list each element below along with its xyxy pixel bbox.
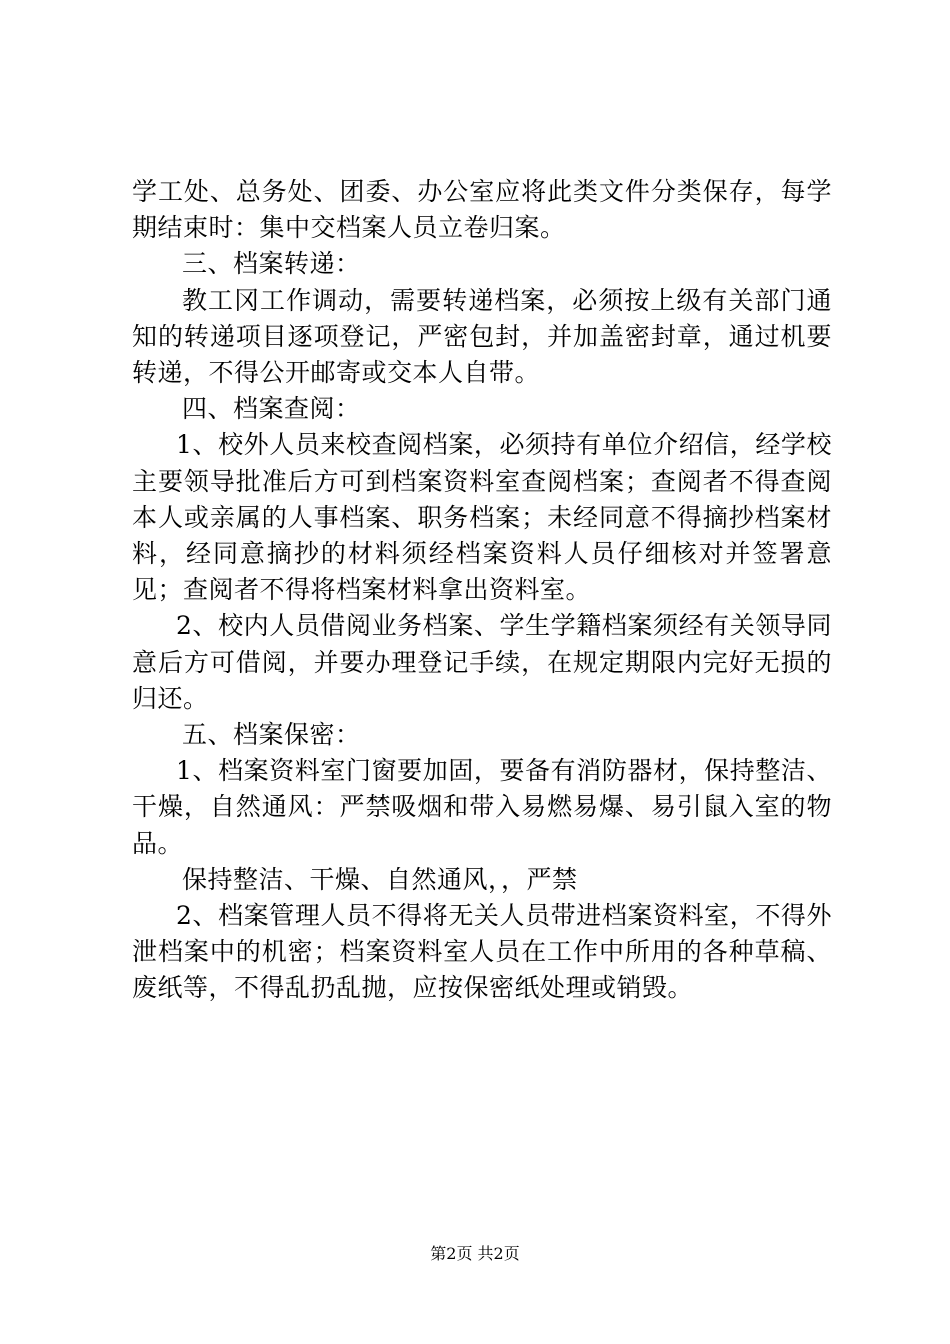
heading-archive-transfer: 三、档案转递： — [182, 249, 361, 279]
heading-archive-access: 四、档案查阅： — [182, 394, 361, 424]
paragraph-filing-continued: 学工处、总务处、团委、办公室应将此类文件分类保存，每学期结束时：集中交档案人员立卷归案。 — [132, 177, 832, 243]
heading-archive-confidentiality: 五、档案保密： — [182, 720, 361, 750]
paragraph-access-external: 1、校外人员来校查阅档案，必须持有单位介绍信，经学校主要领导批准后方可到档案资料室查阅档案；查阅者不得查阅本人或亲属的人事档案、职务档案；未经同意不得摘抄档案材料，经同意摘抄的材料须经档案资料人员仔细核对并签署意见；查阅者不得将档案材料拿出资料室。 — [132, 430, 832, 605]
paragraph-archive-transfer: 教工冈工作调动，需要转递档案，必须按上级有关部门通知的转递项目逐项登记，严密包封，并加盖密封章，通过机要转递，不得公开邮寄或交本人自带。 — [132, 285, 832, 388]
paragraph-confidentiality-staff: 2、档案管理人员不得将无关人员带进档案资料室，不得外泄档案中的机密；档案资料室人员在工作中所用的各种草稿、废纸等，不得乱扔乱抛，应按保密纸处理或销毁。 — [132, 901, 832, 1003]
paragraph-access-internal: 2、校内人员借阅业务档案、学生学籍档案须经有关领导同意后方可借阅，并要办理登记手续，在规定期限内完好无损的归还。 — [132, 611, 832, 713]
document-body — [132, 174, 832, 1007]
paragraph-confidentiality-room: 1、档案资料室门窗要加固，要备有消防器材，保持整洁、干燥，自然通风：严禁吸烟和带入易燃易爆、易引鼠入室的物品。 — [132, 756, 832, 858]
page-number-footer: 第2页 共2页 — [430, 1244, 520, 1263]
paragraph-confidentiality-fragment: 保持整洁、干燥、自然通风，，严禁 — [182, 864, 578, 894]
